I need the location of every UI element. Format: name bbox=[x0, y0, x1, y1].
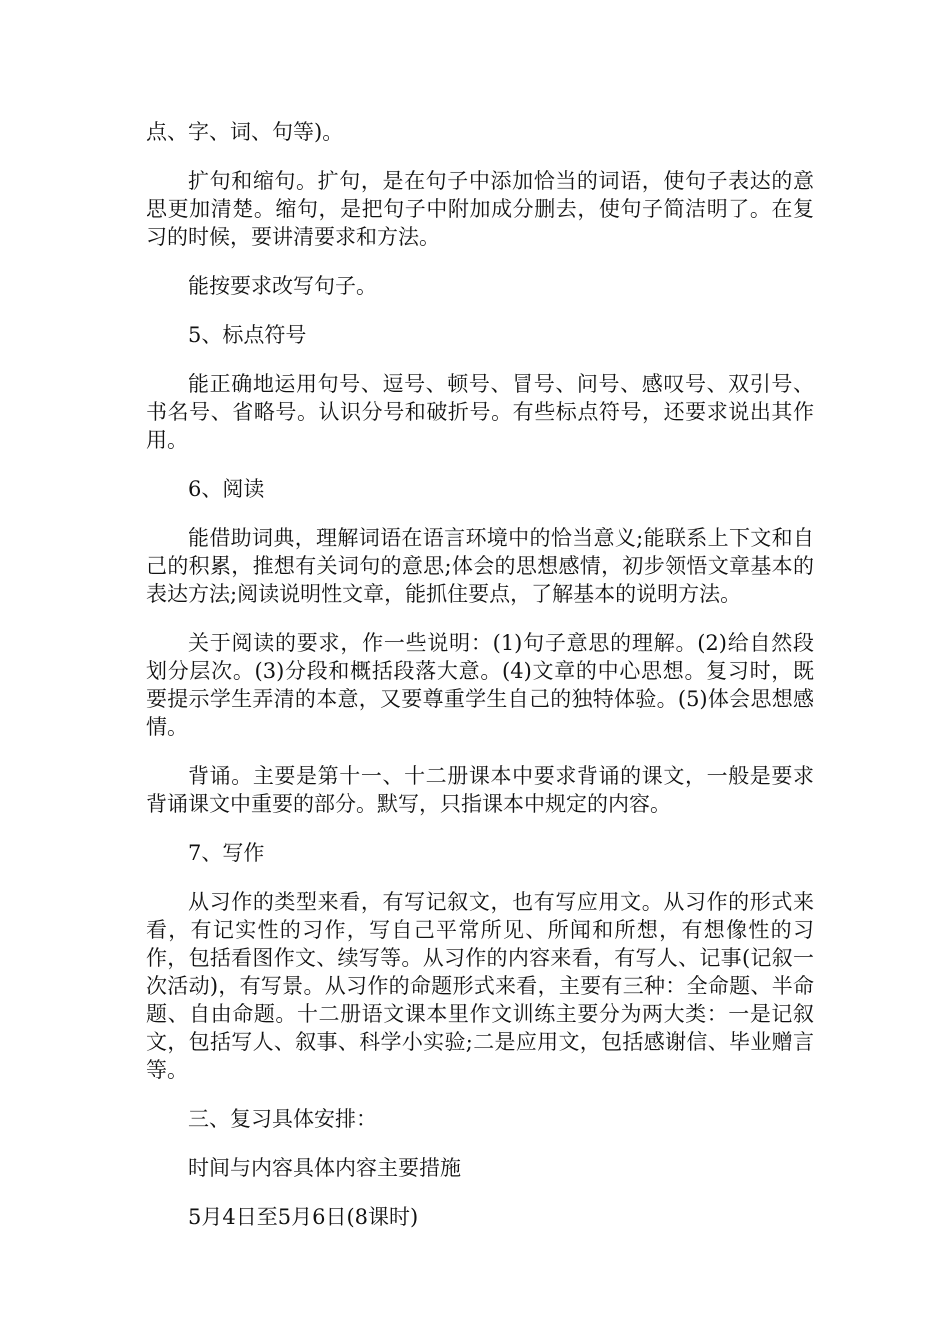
section-heading-reading: 6、阅读 bbox=[188, 477, 265, 501]
paragraph-rewrite-sentences: 能按要求改写句子。 bbox=[188, 274, 377, 298]
document-body bbox=[146, 118, 814, 1252]
paragraph-schedule-header: 时间与内容具体内容主要措施 bbox=[188, 1156, 461, 1180]
section-heading-review-schedule: 三、复习具体安排： bbox=[188, 1107, 377, 1131]
paragraph-writing: 从习作的类型来看，有写记叙文，也有写应用文。从习作的形式来看，有记实性的习作，写自己平常所见、所闻和所想，有想像性的习作，包括看图作文、续写等。从习作的内容来看，有写人、记事(记叙一次活动)，有写景。从习作的命题形式来看，主要有三种：全命题、半命题、自由命题。十二册语文课本里作文训练主要分为两大类：一是记叙文，包括写人、叙事、科学小实验;二是应用文，包括感谢信、毕业赠言等。 bbox=[146, 890, 814, 1082]
paragraph-reading-requirements: 关于阅读的要求，作一些说明：(1)句子意思的理解。(2)给自然段划分层次。(3)分段和概括段落大意。(4)文章的中心思想。复习时，既要提示学生弄清的本意，又要尊重学生自己的独特体验。(5)体会思想感情。 bbox=[146, 631, 814, 739]
paragraph-punctuation: 能正确地运用句号、逗号、顿号、冒号、问号、感叹号、双引号、书名号、省略号。认识分号和破折号。有些标点符号，还要求说出其作用。 bbox=[146, 372, 814, 452]
paragraph-schedule-date: 5月4日至5月6日(8课时) bbox=[188, 1205, 419, 1229]
section-heading-writing: 7、写作 bbox=[188, 841, 265, 865]
paragraph-recitation: 背诵。主要是第十一、十二册课本中要求背诵的课文，一般是要求背诵课文中重要的部分。默写，只指课本中规定的内容。 bbox=[146, 764, 814, 816]
paragraph-reading: 能借助词典，理解词语在语言环境中的恰当意义;能联系上下文和自己的积累，推想有关词句的意思;体会的思想感情，初步领悟文章基本的表达方法;阅读说明性文章，能抓住要点，了解基本的说明方法。 bbox=[146, 526, 814, 606]
section-heading-punctuation: 5、标点符号 bbox=[188, 323, 307, 347]
paragraph-expand-shrink-sentences: 扩句和缩句。扩句，是在句子中添加恰当的词语，使句子表达的意思更加清楚。缩句，是把句子中附加成分删去，使句子简洁明了。在复习的时候，要讲清要求和方法。 bbox=[146, 169, 814, 249]
paragraph-continuation: 点、字、词、句等)。 bbox=[146, 120, 344, 144]
